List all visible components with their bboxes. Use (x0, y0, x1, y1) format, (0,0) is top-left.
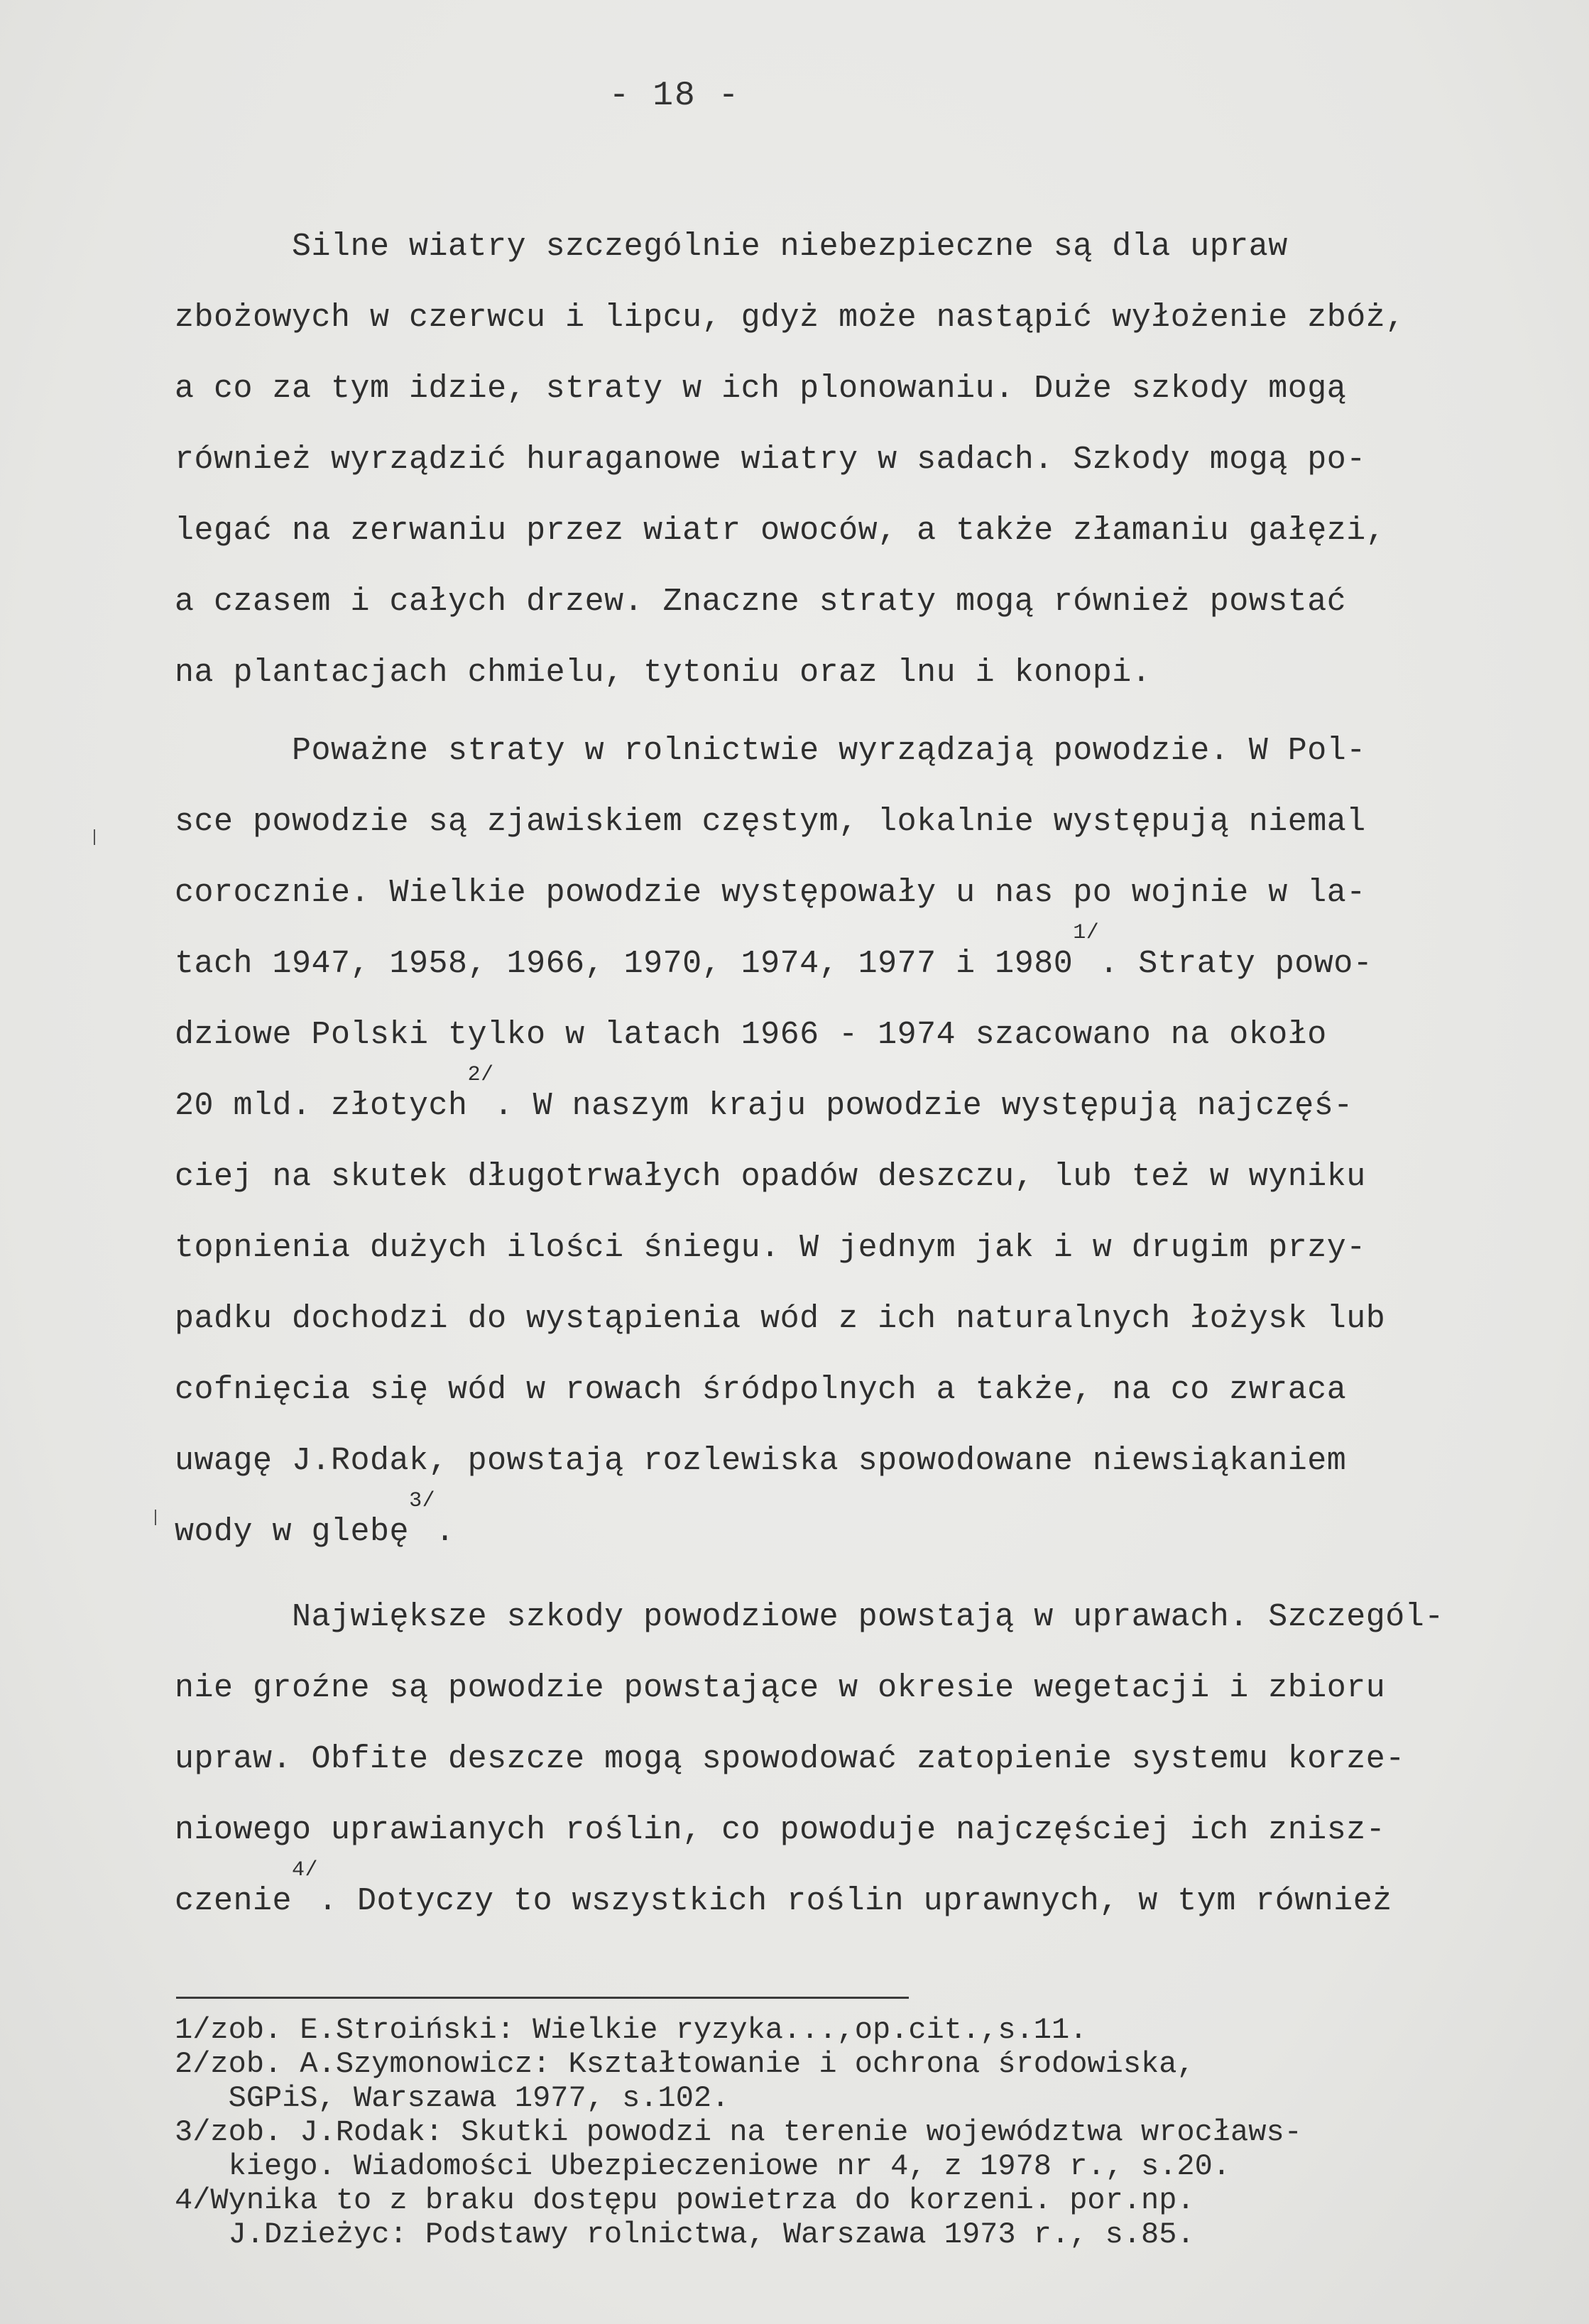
footnote-ref: 1/ (1073, 921, 1100, 945)
body-line: legać na zerwaniu przez wiatr owoców, a także złamaniu gałęzi, (175, 513, 1386, 549)
footnote-line: SGPiS, Warszawa 1977, s.102. (175, 2081, 730, 2115)
body-line: padku dochodzi do wystąpienia wód z ich naturalnych łożysk lub (175, 1301, 1386, 1337)
margin-pencil-mark (155, 1510, 156, 1525)
body-line: upraw. Obfite deszcze mogą spowodować zatopienie systemu korze- (175, 1741, 1405, 1777)
footnote-separator (176, 1997, 909, 1999)
footnote-line: 1/zob. E.Stroiński: Wielkie ryzyka...,op.cit.,s.11. (175, 2013, 1088, 2047)
body-line: wody w glebę$^{3/}$. (175, 1489, 455, 1550)
body-line: niowego uprawianych roślin, co powoduje najczęściej ich znisz- (175, 1812, 1386, 1848)
body-line: a czasem i całych drzew. Znaczne straty mogą również powstać (175, 584, 1347, 620)
margin-pencil-mark (94, 829, 95, 845)
body-line: na plantacjach chmielu, tytoniu oraz lnu i konopi. (175, 655, 1152, 691)
body-line: Największe szkody powodziowe powstają w uprawach. Szczegól- (175, 1599, 1444, 1635)
footnote-line: 4/Wynika to z braku dostępu powietrza do korzeni. por.np. (175, 2183, 1195, 2217)
body-line: corocznie. Wielkie powodzie występowały u nas po wojnie w la- (175, 875, 1366, 911)
body-line: cofnięcia się wód w rowach śródpolnych a także, na co zwraca (175, 1372, 1347, 1408)
footnote-line: 2/zob. A.Szymonowicz: Kształtowanie i ochrona środowiska, (175, 2047, 1195, 2081)
footnote-line: kiego. Wiadomości Ubezpieczeniowe nr 4, z 1978 r., s.20. (175, 2149, 1231, 2183)
footnote-ref: 3/ (409, 1489, 436, 1513)
footnote-line: J.Dzieżyc: Podstawy rolnictwa, Warszawa 1973 r., s.85. (175, 2217, 1195, 2252)
footnote-ref: 4/ (292, 1858, 319, 1882)
body-line: również wyrządzić huraganowe wiatry w sadach. Szkody mogą po- (175, 442, 1366, 478)
body-line: sce powodzie są zjawiskiem częstym, lokalnie występują niemal (175, 804, 1366, 840)
body-line: Poważne straty w rolnictwie wyrządzają powodzie. W Pol- (175, 733, 1366, 769)
body-line: ciej na skutek długotrwałych opadów deszczu, lub też w wyniku (175, 1159, 1366, 1195)
body-line: nie groźne są powodzie powstające w okresie wegetacji i zbioru (175, 1670, 1386, 1706)
body-line: czenie$^{4/}$. Dotyczy to wszystkich roślin uprawnych, w tym również (175, 1858, 1392, 1919)
body-line: a co za tym idzie, straty w ich plonowaniu. Duże szkody mogą (175, 371, 1347, 407)
body-line: 20 mld. złotych$^{2/}$. W naszym kraju powodzie występują najczęś- (175, 1063, 1353, 1124)
body-line: tach 1947, 1958, 1966, 1970, 1974, 1977 i $1980^{1/}$. Straty powo- (175, 921, 1373, 982)
page-number: - 18 - (608, 77, 741, 115)
footnote-line: 3/zob. J.Rodak: Skutki powodzi na terenie województwa wrocławs- (175, 2115, 1302, 2149)
body-line: dziowe Polski tylko w latach 1966 - 1974 szacowano na około (175, 1017, 1327, 1053)
footnote-ref: 2/ (467, 1063, 494, 1087)
body-line: zbożowych w czerwcu i lipcu, gdyż może nastąpić wyłożenie zbóż, (175, 300, 1405, 336)
body-line: topnienia dużych ilości śniegu. W jednym jak i w drugim przy- (175, 1230, 1366, 1266)
body-line: uwagę J.Rodak, powstają rozlewiska spowodowane niewsiąkaniem (175, 1443, 1347, 1479)
body-line: Silne wiatry szczególnie niebezpieczne są dla upraw (175, 229, 1288, 265)
